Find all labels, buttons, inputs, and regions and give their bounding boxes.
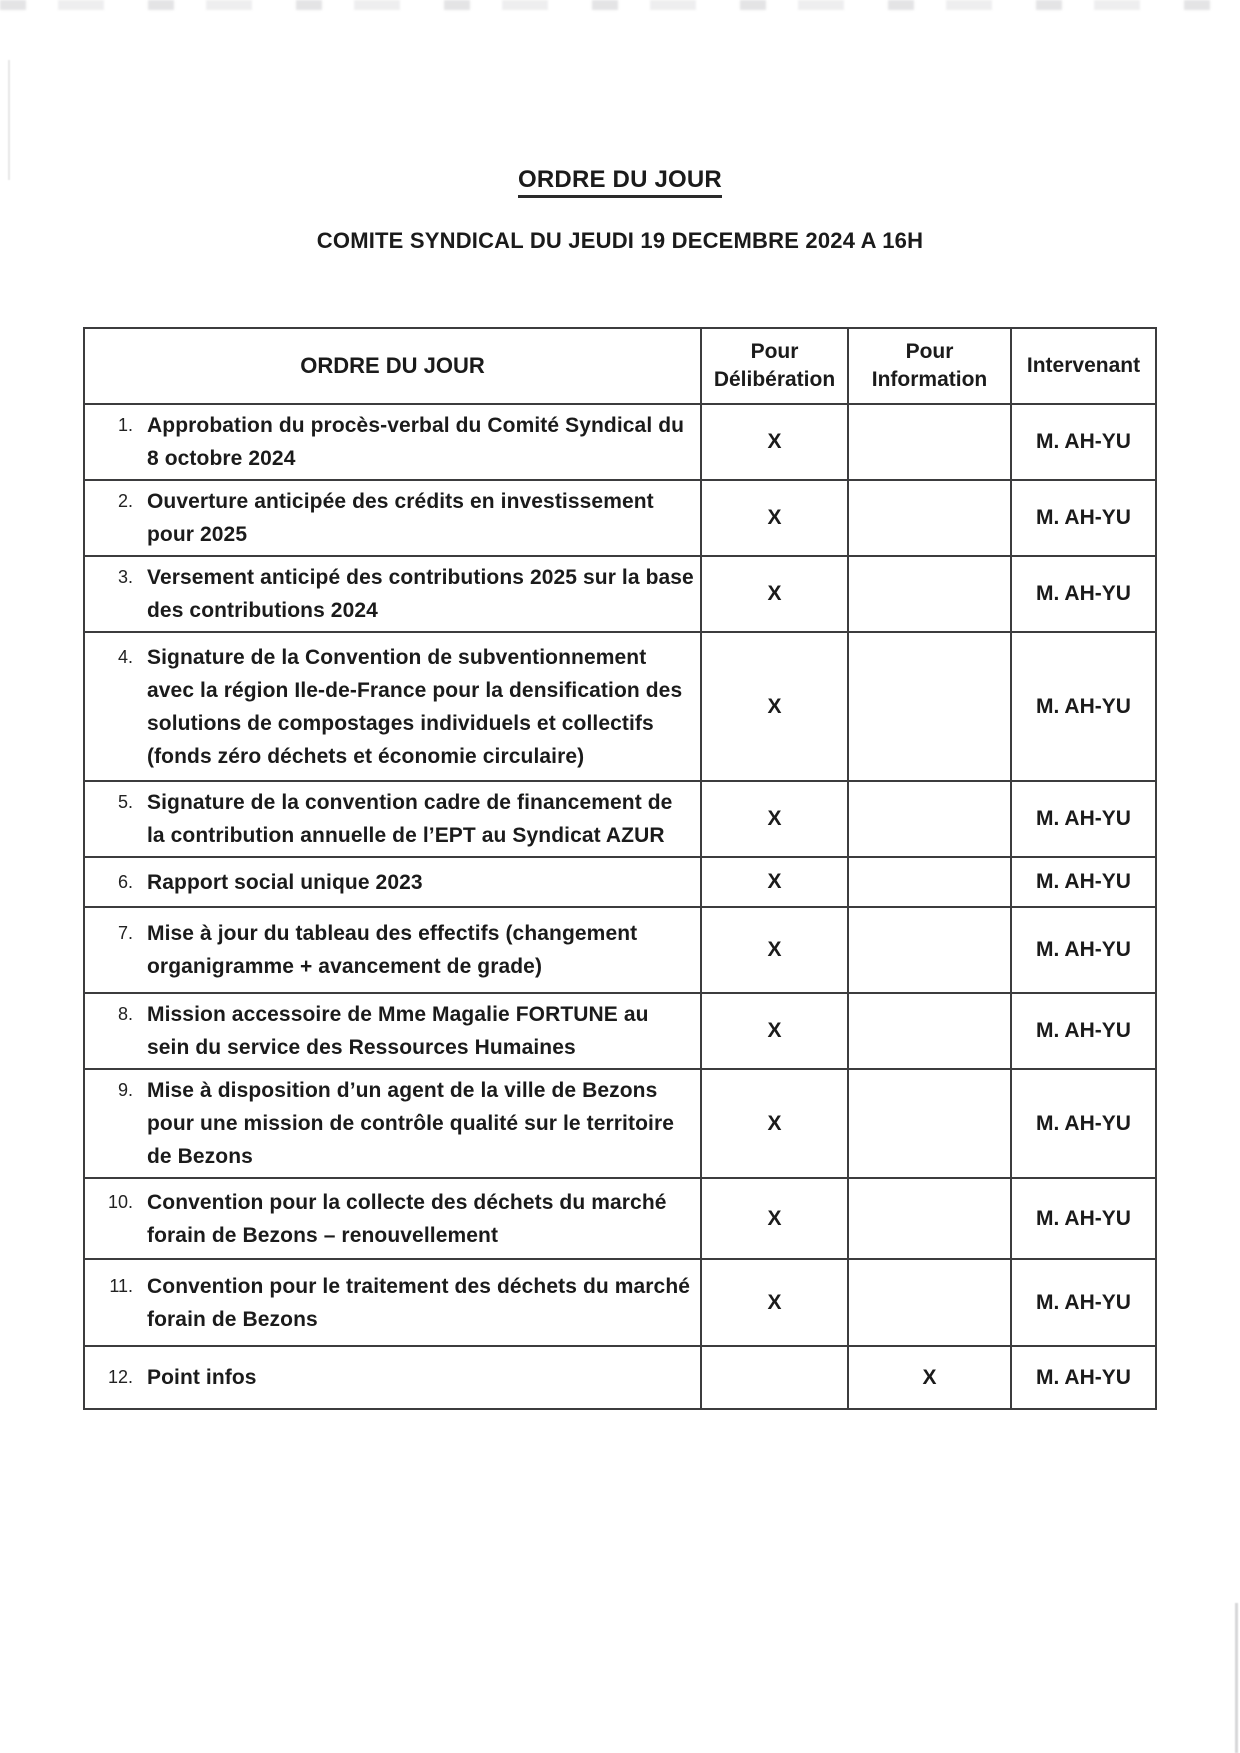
intervenant-cell: M. AH-YU xyxy=(1011,556,1156,632)
intervenant-cell: M. AH-YU xyxy=(1011,404,1156,480)
item-text: Approbation du procès-verbal du Comité Syndical du 8 octobre 2024 xyxy=(147,414,685,470)
agenda-item-cell xyxy=(84,857,701,907)
information-mark xyxy=(848,404,1011,480)
agenda-item-cell xyxy=(84,1069,701,1178)
item-text: Convention pour le traitement des déchets du marché forain de Bezons xyxy=(147,1274,691,1331)
information-mark xyxy=(848,556,1011,632)
table-row xyxy=(84,993,1156,1069)
deliberation-mark: X xyxy=(701,1178,848,1259)
item-text: Signature de la Convention de subventionnement avec la région Ile-de-France pour la densification des solutions de compostages individuels et collectifs (fonds zéro déchets et économie circulaire) xyxy=(147,645,683,768)
header-information: Pour Information xyxy=(848,328,1011,404)
deliberation-mark: X xyxy=(701,480,848,556)
intervenant-cell: M. AH-YU xyxy=(1011,480,1156,556)
deliberation-mark: X xyxy=(701,404,848,480)
deliberation-mark: X xyxy=(701,1259,848,1346)
agenda-item-cell xyxy=(84,907,701,993)
intervenant-cell: M. AH-YU xyxy=(1011,1259,1156,1346)
information-mark xyxy=(848,480,1011,556)
intervenant-cell: M. AH-YU xyxy=(1011,993,1156,1069)
agenda-item xyxy=(91,866,694,899)
deliberation-mark xyxy=(701,1346,848,1409)
header-deliberation: Pour Délibération xyxy=(701,328,848,404)
intervenant-cell: M. AH-YU xyxy=(1011,1346,1156,1409)
table-row xyxy=(84,404,1156,480)
information-mark xyxy=(848,857,1011,907)
intervenant-cell: M. AH-YU xyxy=(1011,1069,1156,1178)
deliberation-mark: X xyxy=(701,632,848,781)
deliberation-mark: X xyxy=(701,857,848,907)
item-text: Mise à disposition d’un agent de la ville de Bezons pour une mission de contrôle qualité sur le territoire de Bezons xyxy=(147,1079,674,1168)
agenda-item xyxy=(91,409,694,475)
information-mark xyxy=(848,993,1011,1069)
agenda-item xyxy=(91,485,694,551)
information-mark: X xyxy=(848,1346,1011,1409)
agenda-item xyxy=(91,917,694,983)
item-text: Mission accessoire de Mme Magalie FORTUNE au sein du service des Ressources Humaines xyxy=(147,1003,649,1059)
agenda-item xyxy=(91,1186,694,1252)
item-text: Signature de la convention cadre de financement de la contribution annuelle de l’EPT au Syndicat AZUR xyxy=(147,791,673,847)
header-agenda: ORDRE DU JOUR xyxy=(84,328,701,404)
information-mark xyxy=(848,632,1011,781)
information-mark xyxy=(848,1069,1011,1178)
page-subtitle: COMITE SYNDICAL DU JEUDI 19 DECEMBRE 2024 A 16H xyxy=(316,228,924,253)
deliberation-mark: X xyxy=(701,556,848,632)
item-number: 3. xyxy=(117,567,133,587)
item-number: 1. xyxy=(117,415,133,435)
deliberation-mark: X xyxy=(701,781,848,857)
item-number: 10. xyxy=(107,1191,133,1212)
agenda-table xyxy=(83,327,1157,1410)
page-title xyxy=(0,166,1240,194)
table-row xyxy=(84,1259,1156,1346)
item-text: Ouverture anticipée des crédits en investissement pour 2025 xyxy=(147,490,654,546)
item-number: 12. xyxy=(107,1367,133,1387)
agenda-item-cell xyxy=(84,1178,701,1259)
item-text: Versement anticipé des contributions 2025 sur la base des contributions 2024 xyxy=(147,566,694,622)
item-number: 7. xyxy=(117,923,133,943)
intervenant-cell: M. AH-YU xyxy=(1011,1178,1156,1259)
information-mark xyxy=(848,1178,1011,1259)
agenda-item xyxy=(91,641,694,773)
item-number: 11. xyxy=(109,1275,133,1296)
item-number: 2. xyxy=(117,491,133,511)
header-intervenant: Intervenant xyxy=(1011,328,1156,404)
agenda-item xyxy=(91,998,694,1064)
table-row xyxy=(84,632,1156,781)
item-number: 5. xyxy=(117,792,133,812)
intervenant-cell: M. AH-YU xyxy=(1011,781,1156,857)
page-title-text: ORDRE DU JOUR xyxy=(518,166,722,198)
item-text: Rapport social unique 2023 xyxy=(147,870,423,894)
agenda-item-cell xyxy=(84,556,701,632)
table-row xyxy=(84,556,1156,632)
table-row xyxy=(84,1069,1156,1178)
agenda-item xyxy=(91,1270,694,1336)
scan-artifact-right xyxy=(1235,1603,1238,1753)
table-row xyxy=(84,857,1156,907)
deliberation-mark: X xyxy=(701,907,848,993)
item-text: Convention pour la collecte des déchets du marché forain de Bezons – renouvellement xyxy=(147,1190,667,1247)
item-number: 9. xyxy=(117,1080,133,1100)
information-mark xyxy=(848,907,1011,993)
item-text: Point infos xyxy=(147,1366,257,1389)
information-mark xyxy=(848,1259,1011,1346)
intervenant-cell: M. AH-YU xyxy=(1011,907,1156,993)
agenda-item xyxy=(91,786,694,852)
agenda-item-cell xyxy=(84,632,701,781)
agenda-item-cell xyxy=(84,1259,701,1346)
item-number: 8. xyxy=(117,1004,133,1024)
table-row xyxy=(84,480,1156,556)
scan-artifact-left xyxy=(8,60,10,180)
scan-artifact-top xyxy=(0,0,1240,10)
agenda-item-cell xyxy=(84,993,701,1069)
intervenant-cell: M. AH-YU xyxy=(1011,857,1156,907)
agenda-item-cell xyxy=(84,480,701,556)
table-row xyxy=(84,1178,1156,1259)
agenda-item-cell xyxy=(84,1346,701,1409)
item-text: Mise à jour du tableau des effectifs (changement organigramme + avancement de grade) xyxy=(147,922,638,978)
intervenant-cell: M. AH-YU xyxy=(1011,632,1156,781)
information-mark xyxy=(848,781,1011,857)
agenda-item xyxy=(91,561,694,627)
agenda-item-cell xyxy=(84,404,701,480)
table-row xyxy=(84,907,1156,993)
item-number: 4. xyxy=(117,646,133,667)
agenda-item-cell xyxy=(84,781,701,857)
item-number: 6. xyxy=(117,871,133,892)
table-header-row xyxy=(84,328,1156,404)
table-row xyxy=(84,781,1156,857)
agenda-item xyxy=(91,1361,694,1394)
agenda-item xyxy=(91,1074,694,1173)
table-row xyxy=(84,1346,1156,1409)
deliberation-mark: X xyxy=(701,993,848,1069)
deliberation-mark: X xyxy=(701,1069,848,1178)
